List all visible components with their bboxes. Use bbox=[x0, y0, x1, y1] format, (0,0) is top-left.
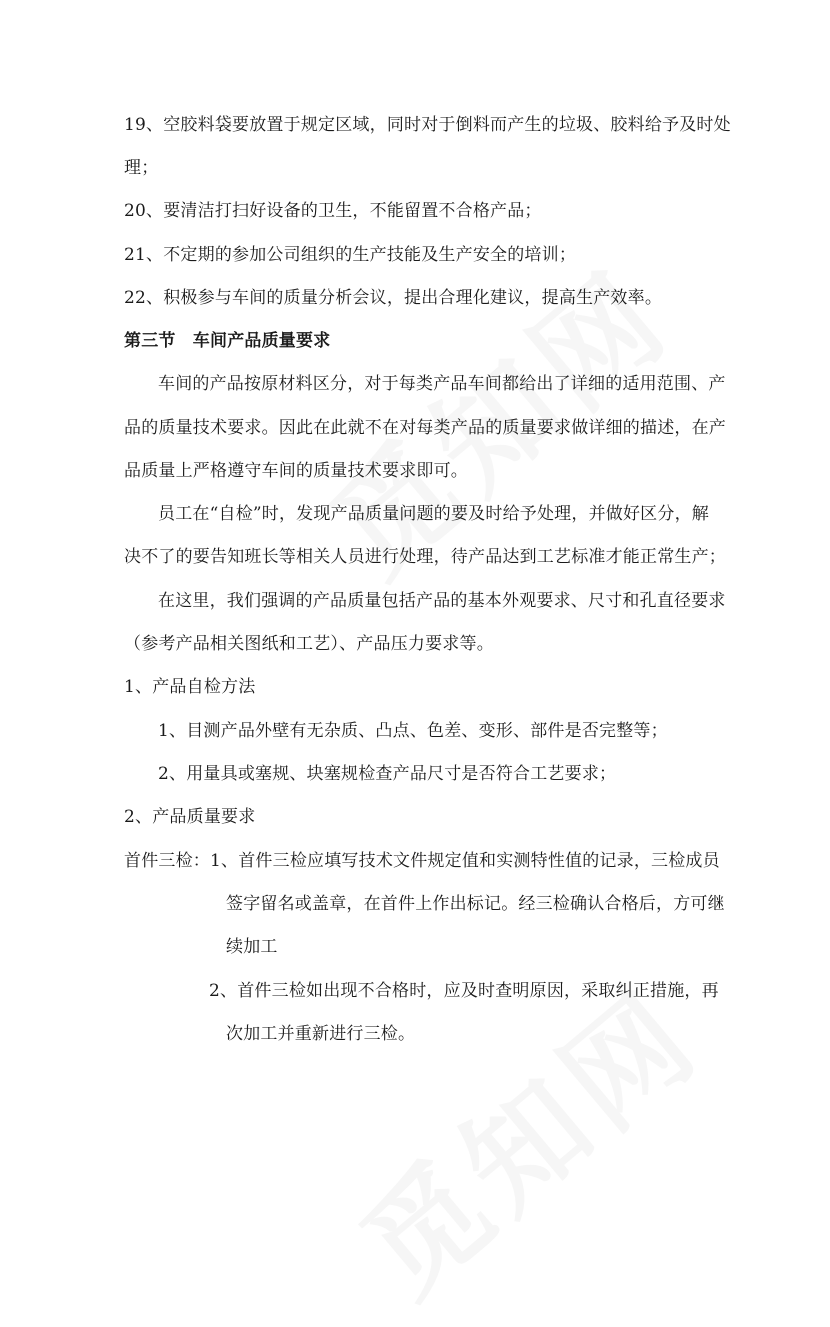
item-22: 22、积极参与车间的质量分析会议，提出合理化建议，提高生产效率。 bbox=[124, 288, 663, 308]
subheading-self-check: 1、产品自检方法 bbox=[124, 677, 256, 697]
item-19: 19、空胶料袋要放置于规定区域，同时对于倒料而产生的垃圾、胶料给予及时处 bbox=[124, 115, 731, 135]
first-piece-item-2: 2、首件三检如出现不合格时，应及时查明原因，采取纠正措施，再 bbox=[209, 981, 719, 1001]
paragraph-1-line-1: 车间的产品按原材料区分，对于每类产品车间都给出了详细的适用范围、产 bbox=[158, 374, 726, 394]
self-check-item-2: 2、用量具或塞规、块塞规检查产品尺寸是否符合工艺要求； bbox=[158, 764, 617, 784]
paragraph-2-line-1: 员工在“自检”时，发现产品质量问题的要及时给予处理，并做好区分，解 bbox=[158, 504, 709, 524]
first-piece-item-1-cont: 签字留名或盖章，在首件上作出标记。经三检确认合格后，方可继 bbox=[226, 894, 725, 914]
first-piece-item-1-cont: 续加工 bbox=[226, 937, 278, 957]
paragraph-3-line-1: 在这里，我们强调的产品质量包括产品的基本外观要求、尺寸和孔直径要求 bbox=[158, 591, 726, 611]
first-piece-item-2-cont: 次加工并重新进行三检。 bbox=[226, 1024, 416, 1044]
self-check-item-1: 1、目测产品外壁有无杂质、凸点、色差、变形、部件是否完整等； bbox=[158, 721, 668, 741]
paragraph-2-line-2: 决不了的要告知班长等相关人员进行处理，待产品达到工艺标准才能正常生产； bbox=[124, 547, 726, 567]
subheading-quality-requirements: 2、产品质量要求 bbox=[124, 807, 256, 827]
section-heading: 第三节 车间产品质量要求 bbox=[124, 331, 331, 351]
paragraph-1-line-2: 品的质量技术要求。因此在此就不在对每类产品的质量要求做详细的描述，在产 bbox=[124, 418, 726, 438]
watermark bbox=[320, 945, 729, 1327]
paragraph-1-line-3: 品质量上严格遵守车间的质量技术要求即可。 bbox=[124, 461, 468, 481]
first-piece-item-1: 首件三检：1、首件三检应填写技术文件规定值和实测特性值的记录，三检成员 bbox=[124, 851, 720, 871]
item-19-cont: 理； bbox=[124, 158, 159, 178]
item-21: 21、不定期的参加公司组织的生产技能及生产安全的培训； bbox=[124, 245, 577, 265]
paragraph-3-line-2: （参考产品相关图纸和工艺）、产品压力要求等。 bbox=[124, 634, 494, 654]
item-20: 20、要清洁打扫好设备的卫生，不能留置不合格产品； bbox=[124, 201, 542, 221]
